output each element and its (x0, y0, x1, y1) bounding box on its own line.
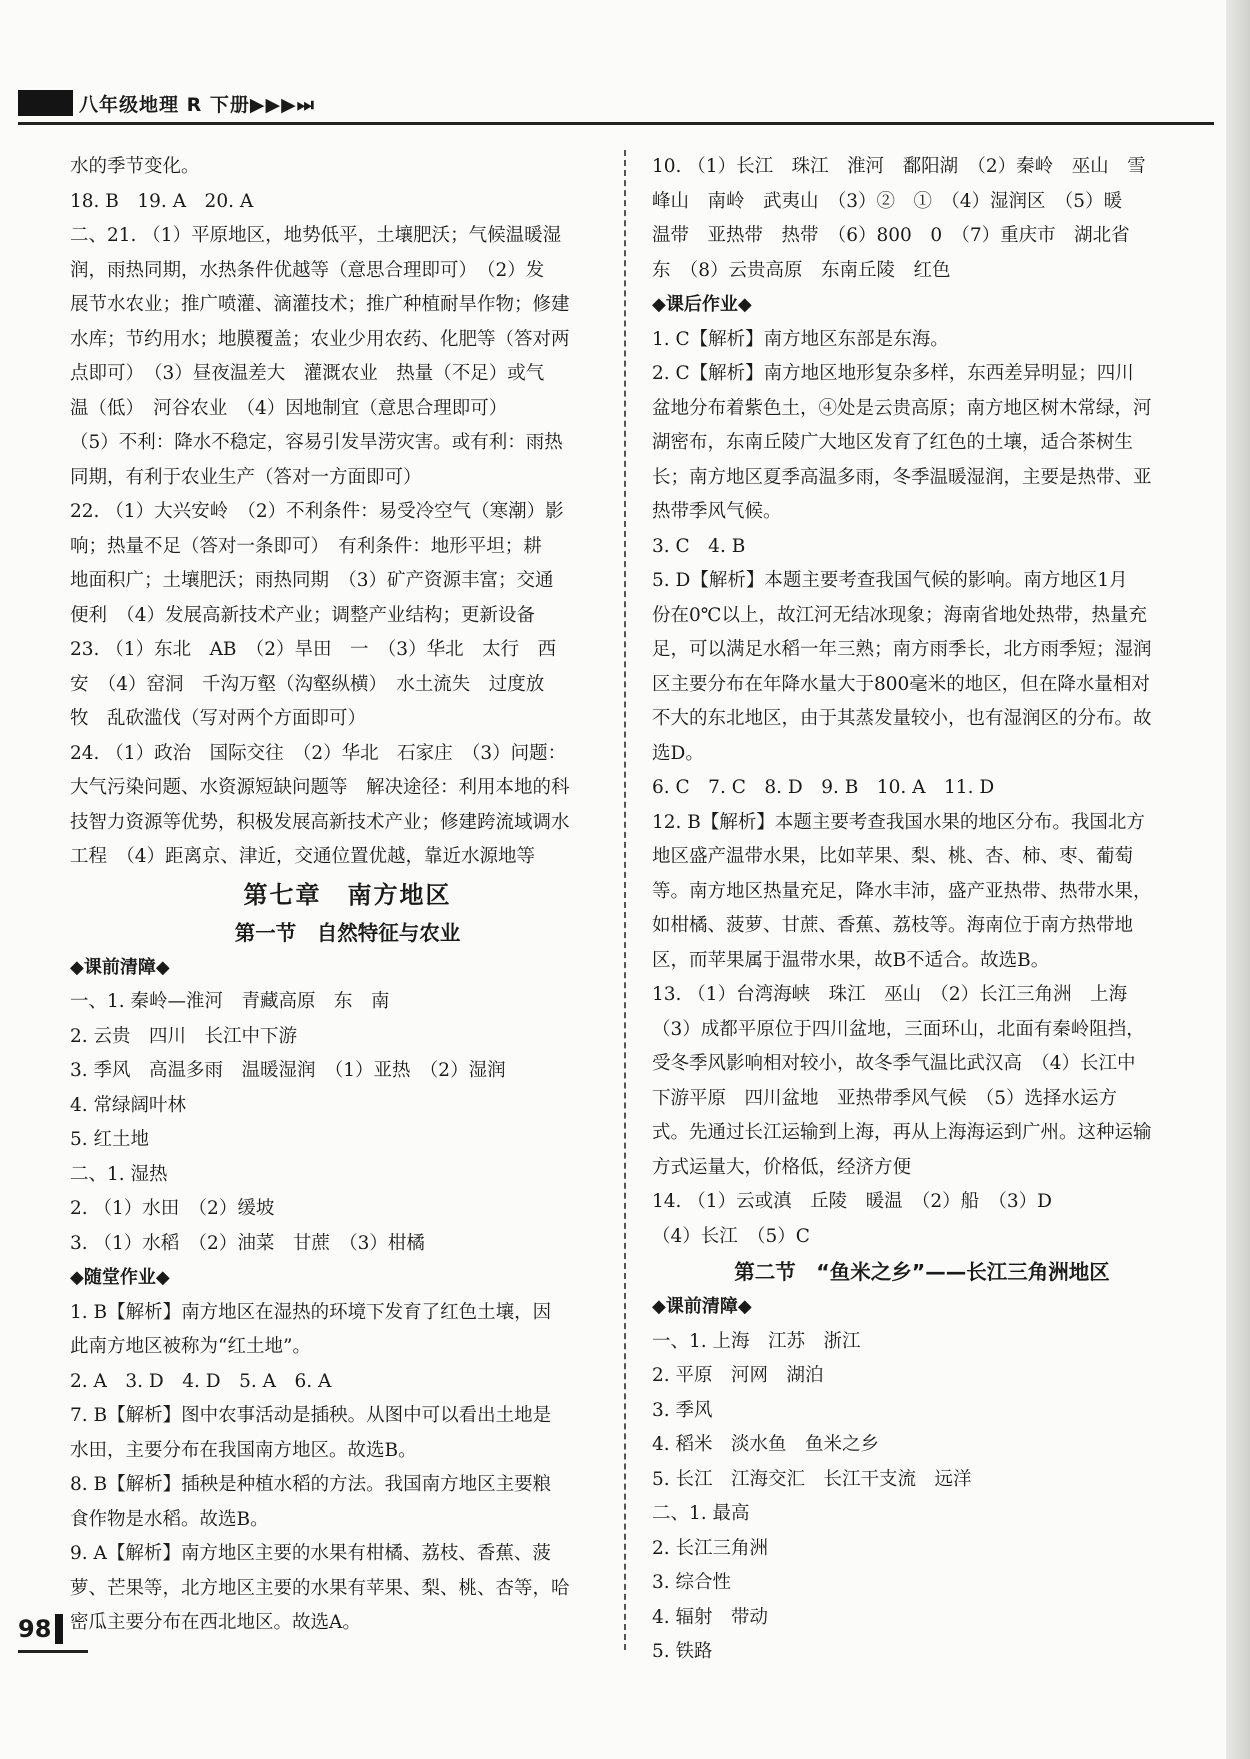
text-line: 润，雨热同期，水热条件优越等（意思合理即可） （2）发 (70, 259, 545, 281)
page-number-block (18, 1614, 63, 1644)
text-line: 水的季节变化。 (70, 156, 200, 177)
text-line: 此南方地区被称为“红土地”。 (70, 1336, 311, 1357)
text-line: 萝、芒果等，北方地区主要的水果有苹果、梨、桃、杏等，哈 (70, 1577, 570, 1599)
text-line: 响；热量不足（答对一条即可） 有利条件：地形平坦；耕 (70, 535, 542, 557)
text-line: 7. B【解析】图中农事活动是插秧。从图中可以看出土地是 (70, 1405, 552, 1426)
text-line: 二、1. 湿热 (70, 1163, 168, 1185)
text-line: 12. B【解析】本题主要考查我国水果的地区分布。我国北方 (652, 811, 1145, 833)
section-heading: ◆课前清障◆ (70, 956, 170, 978)
text-line: 盆地分布着紫色土，④处是云贵高原；南方地区树木常绿，河 (652, 397, 1152, 419)
header-rule (18, 122, 1214, 125)
text-line: 3. 季风 (652, 1399, 713, 1421)
text-line: 区，而苹果属于温带水果，故B不适合。故选B。 (652, 949, 1050, 971)
text-line: 食作物是水稻。故选B。 (70, 1508, 269, 1530)
text-line: 同期，有利于农业生产（答对一方面即可） (70, 466, 422, 488)
chapter-title: 第七章 南方地区 (243, 880, 452, 909)
text-line: 工程 （4）距离京、津近，交通位置优越，靠近水源地等 (70, 846, 536, 867)
right-column (652, 150, 1192, 1670)
text-line: 地面积广；土壤肥沃；雨热同期 （3）矿产资源丰富；交通 (70, 570, 554, 591)
page-number-rule (18, 1650, 88, 1653)
text-line: 10. （1）长江 珠江 淮河 鄱阳湖 （2）秦岭 巫山 雪 (652, 156, 1146, 177)
section-title: 第一节 自然特征与农业 (234, 920, 461, 945)
text-line: 受冬季风影响相对较小，故冬季气温比武汉高 （4）长江中 (652, 1053, 1136, 1074)
header-title: 八年级地理 R 下册▶▶▶⏭ (79, 93, 315, 116)
text-line: 水田，主要分布在我国南方地区。故选B。 (70, 1439, 417, 1461)
section-heading: ◆课前清障◆ (652, 1296, 752, 1317)
text-line: 18. B 19. A 20. A (70, 190, 254, 212)
text-line: 牧 乱砍滥伐（写对两个方面即可） (70, 708, 367, 729)
section-title: 第二节 “鱼米之乡”——长江三角洲地区 (734, 1260, 1110, 1284)
text-line: 不大的东北地区，由于其蒸发量较小，也有湿润区的分布。故 (652, 708, 1152, 729)
text-line: 区主要分布在年降水量大于800毫米的地区，但在降水量相对 (652, 673, 1150, 695)
text-line: 13. （1）台湾海峡 珠江 巫山 （2）长江三角洲 上海 (652, 984, 1128, 1005)
text-line: 湖密布，东南丘陵广大地区发育了红色的土壤，适合茶树生 (652, 432, 1134, 453)
text-line: 4. 稻米 淡水鱼 鱼米之乡 (652, 1434, 880, 1455)
text-line: 3. 综合性 (652, 1572, 732, 1593)
page-edge-shadow (1226, 0, 1250, 1759)
text-line: 热带季风气候。 (652, 501, 782, 522)
text-line: 5. 长江 江海交汇 长江干支流 远洋 (652, 1468, 972, 1490)
text-line: 方式运量大，价格低，经济方便 (652, 1156, 912, 1178)
text-line: 水库；节约用水；地膜覆盖；农业少用农药、化肥等（答对两 (70, 328, 570, 350)
text-line: （3）成都平原位于四川盆地，三面环山，北面有秦岭阻挡， (652, 1018, 1145, 1040)
header-block (18, 90, 73, 116)
section-heading: ◆随堂作业◆ (70, 1267, 170, 1288)
text-line: 2. （1）水田 （2）缓坡 (70, 1198, 275, 1219)
text-line: 二、21. （1）平原地区，地势低平，土壤肥沃；气候温暖湿 (70, 225, 562, 246)
text-line: 1. C【解析】南方地区东部是东海。 (652, 328, 949, 350)
text-line: 22. （1）大兴安岭 （2）不利条件：易受冷空气（寒潮）影 (70, 501, 564, 522)
text-line: 8. B【解析】插秧是种植水稻的方法。我国南方地区主要粮 (70, 1474, 552, 1495)
text-line: 份在0℃以上，故江河无结冰现象；海南省地处热带，热量充 (652, 604, 1147, 626)
page-header (18, 86, 315, 120)
text-line: 4. 常绿阔叶林 (70, 1094, 187, 1116)
text-line: 2. 长江三角洲 (652, 1537, 769, 1559)
text-line: 二、1. 最高 (652, 1503, 750, 1524)
section-heading: ◆课后作业◆ (652, 294, 752, 315)
text-line: 5. D【解析】本题主要考查我国气候的影响。南方地区1月 (652, 570, 1128, 591)
text-line: 温（低） 河谷农业 （4）因地制宜（意思合理即可） (70, 397, 508, 419)
text-line: 式。先通过长江运输到上海，再从上海海运到广州。这种运输 (652, 1122, 1152, 1143)
text-line: 峰山 南岭 武夷山 （3）② ① （4）湿润区 （5）暖 (652, 190, 1123, 212)
text-line: 1. B【解析】南方地区在湿热的环境下发育了红色土壤，因 (70, 1301, 552, 1323)
text-line: 等。南方地区热量充足，降水丰沛，盛产亚热带、热带水果， (652, 880, 1152, 902)
text-line: 长；南方地区夏季高温多雨，冬季温暖湿润，主要是热带、亚 (652, 466, 1152, 488)
text-line: 展节水农业；推广喷灌、滴灌技术；推广种植耐旱作物；修建 (70, 294, 570, 315)
text-line: 5. 铁路 (652, 1641, 713, 1662)
text-line: 下游平原 四川盆地 亚热带季风气候 （5）选择水运方 (652, 1087, 1118, 1109)
text-line: 4. 辐射 带动 (652, 1606, 769, 1628)
text-line: 一、1. 秦岭—淮河 青藏高原 东 南 (70, 991, 390, 1012)
text-line: 足，可以满足水稻一年三熟；南方雨季长，北方雨季短；湿润 (652, 639, 1152, 660)
text-line: 安 （4）窑洞 千沟万壑（沟壑纵横） 水土流失 过度放 (70, 673, 545, 695)
text-line: （4）长江 （5）C (652, 1225, 810, 1247)
text-line: 技智力资源等优势，积极发展高新技术产业；修建跨流域调水 (70, 811, 570, 833)
text-line: 地区盛产温带水果，比如苹果、梨、桃、杏、柿、枣、葡萄 (652, 846, 1134, 867)
text-line: 如柑橘、菠萝、甘蔗、香蕉、荔枝等。海南位于南方热带地 (652, 915, 1134, 936)
text-line: 2. 平原 河网 湖泊 (652, 1365, 824, 1386)
text-line: 2. 云贵 四川 长江中下游 (70, 1025, 298, 1047)
left-column (70, 150, 625, 1641)
text-line: 3. C 4. B (652, 535, 746, 557)
text-line: 24. （1）政治 国际交往 （2）华北 石家庄 （3）问题： (70, 742, 567, 764)
text-line: 3. 季风 高温多雨 温暖湿润 （1）亚热 （2）湿润 (70, 1060, 506, 1081)
text-line: 一、1. 上海 江苏 浙江 (652, 1330, 861, 1352)
text-line: 便利 （4）发展高新技术产业；调整产业结构；更新设备 (70, 604, 536, 626)
page-number: 98 (18, 1615, 52, 1643)
text-line: 2. A 3. D 4. D 5. A 6. A (70, 1370, 332, 1392)
text-line: 3. （1）水稻 （2）油菜 甘蔗 （3）柑橘 (70, 1232, 425, 1254)
page-number-bar (55, 1614, 63, 1644)
text-line: （5）不利：降水不稳定，容易引发旱涝灾害。或有利：雨热 (70, 432, 563, 453)
text-line: 6. C 7. C 8. D 9. B 10. A 11. D (652, 777, 995, 798)
text-line: 点即可） （3）昼夜温差大 灌溉农业 热量（不足）或气 (70, 363, 545, 384)
text-line: 2. C【解析】南方地区地形复杂多样，东西差异明显；四川 (652, 363, 1134, 384)
text-line: 9. A【解析】南方地区主要的水果有柑橘、荔枝、香蕉、菠 (70, 1543, 551, 1564)
text-line: 5. 红土地 (70, 1129, 150, 1150)
text-line: 东 （8）云贵高原 东南丘陵 红色 (652, 259, 951, 281)
text-line: 大气污染问题、水资源短缺问题等 解决途径：利用本地的科 (70, 777, 570, 798)
text-line: 温带 亚热带 热带 （6）800 0 （7）重庆市 湖北省 (652, 225, 1130, 246)
text-line: 密瓜主要分布在西北地区。故选A。 (70, 1612, 361, 1633)
text-line: 23. （1）东北 AB （2）旱田 一 （3）华北 太行 西 (70, 639, 557, 660)
text-line: 选D。 (652, 742, 704, 764)
text-line: 14. （1）云或滇 丘陵 暖温 （2）船 （3）D (652, 1191, 1052, 1212)
